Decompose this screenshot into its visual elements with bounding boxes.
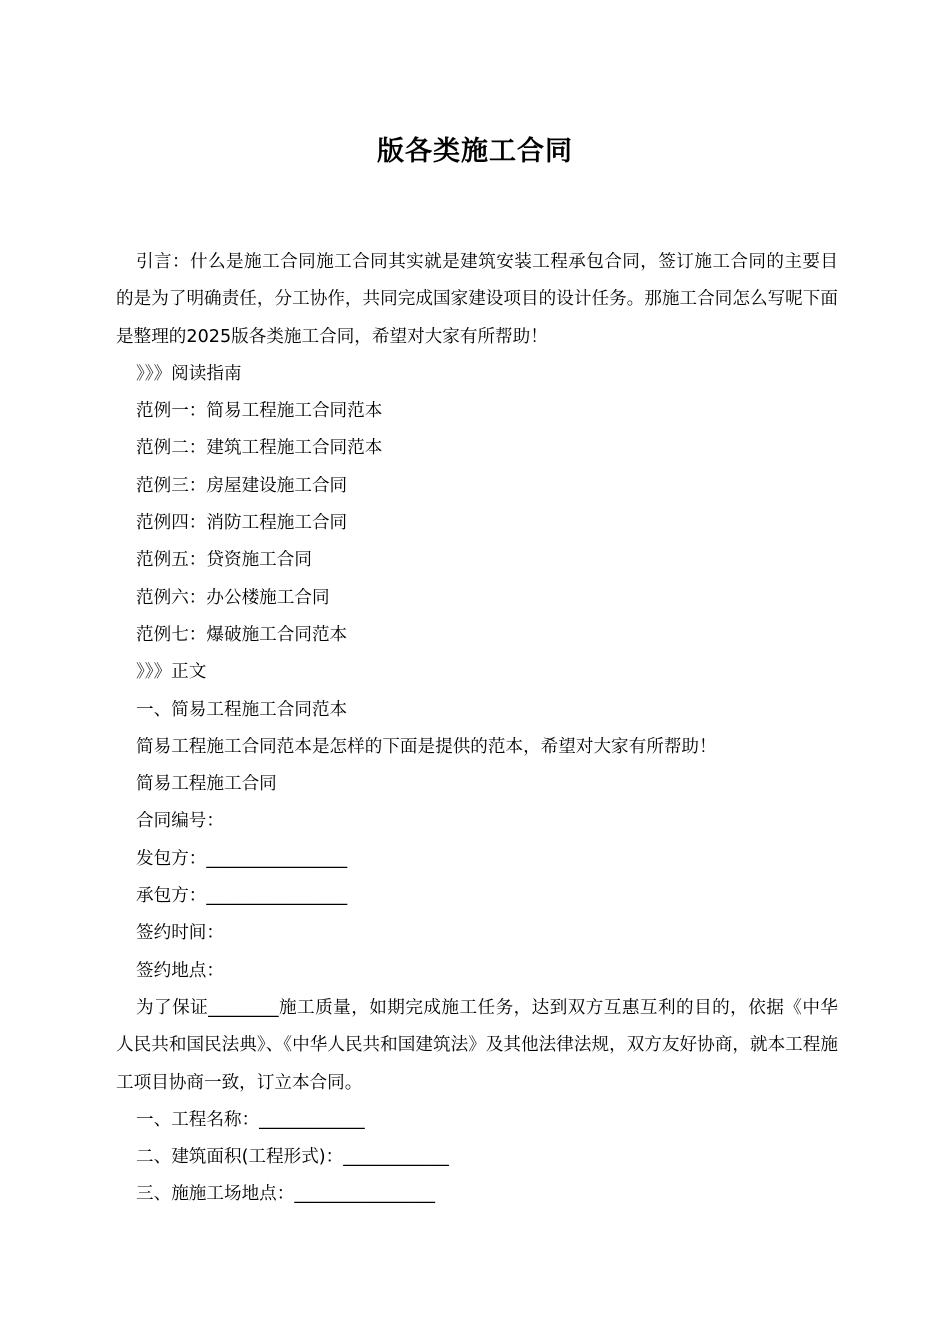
toc-item: 范例五：贷资施工合同 bbox=[136, 550, 312, 571]
clause-item: 一、工程名称：____________ bbox=[136, 1109, 365, 1130]
employer-line: 发包方：________________ bbox=[136, 848, 348, 869]
document-title: 版各类施工合同 bbox=[377, 136, 573, 167]
contractor-line: 承包方：________________ bbox=[136, 886, 348, 907]
toc-item: 范例七：爆破施工合同范本 bbox=[136, 624, 348, 645]
sign-place-line: 签约地点： bbox=[136, 960, 224, 981]
toc-item: 范例一：简易工程施工合同范本 bbox=[136, 401, 383, 422]
toc-item: 范例二：建筑工程施工合同范本 bbox=[136, 438, 383, 459]
contract-number: 合同编号： bbox=[136, 811, 224, 832]
preamble-paragraph: 为了保证________施工质量，如期完成施工任务，达到双方互惠互利的目的，依据《中华人民共和国民法典》、《中华人民共和国建筑法》及其他法律法规，双方友好协商，就本工程施工项目协商一致，订立本合同。 bbox=[116, 997, 838, 1093]
section-heading: 一、简易工程施工合同范本 bbox=[136, 699, 348, 720]
sign-time-line: 签约时间： bbox=[136, 923, 224, 944]
section-intro: 简易工程施工合同范本是怎样的下面是提供的范本，希望对大家有所帮助！ bbox=[136, 736, 717, 757]
clause-item: 二、建筑面积(工程形式)：____________ bbox=[136, 1147, 449, 1168]
contract-title: 简易工程施工合同 bbox=[136, 774, 277, 795]
body-heading: 》》》正文 bbox=[136, 662, 207, 683]
toc-item: 范例六：办公楼施工合同 bbox=[136, 587, 330, 608]
intro-paragraph: 引言：什么是施工合同施工合同其实就是建筑安装工程承包合同，签订施工合同的主要目的是为了明确责任，分工协作，共同完成国家建设项目的设计任务。那施工合同怎么写呢下面是整理的2025版各类施工合同，希望对大家有所帮助！ bbox=[116, 252, 838, 347]
guide-heading: 》》》阅读指南 bbox=[136, 363, 242, 384]
clause-item: 三、施施工场地点：________________ bbox=[136, 1184, 436, 1205]
document-body bbox=[116, 244, 838, 1214]
toc-item: 范例三：房屋建设施工合同 bbox=[136, 475, 348, 496]
toc-item: 范例四：消防工程施工合同 bbox=[136, 513, 348, 534]
